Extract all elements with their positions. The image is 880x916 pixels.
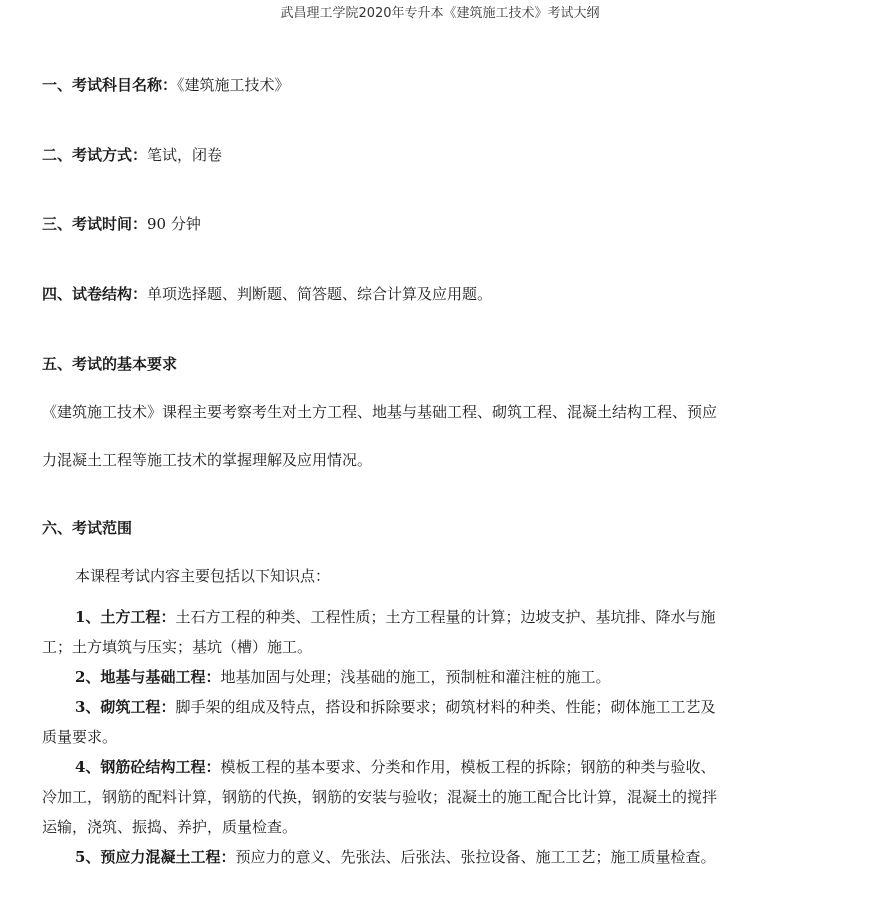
scope-item-reinforced-concrete xyxy=(75,756,715,778)
scope-intro: 本课程考试内容主要包括以下知识点： xyxy=(75,567,331,585)
item-continuation-line: 运输，浇筑、振捣、养护，质量检查。 xyxy=(42,818,298,836)
item-label: 1、土方工程： xyxy=(75,608,176,626)
scope-item-masonry xyxy=(75,696,715,718)
section-heading: 四、试卷结构： xyxy=(42,285,148,303)
section-text: 《建筑施工技术》 xyxy=(177,76,290,94)
section-subject-name xyxy=(42,74,290,96)
scope-item-prestressed-concrete xyxy=(75,846,715,868)
section-text: 笔试，闭卷 xyxy=(147,146,223,164)
item-continuation-line: 质量要求。 xyxy=(42,728,118,746)
paragraph-line: 力混凝土工程等施工技术的掌握理解及应用情况。 xyxy=(42,451,373,469)
page-title: 武昌理工学院2020年专升本《建筑施工技术》考试大纲 xyxy=(280,6,600,21)
item-label: 5、预应力混凝土工程： xyxy=(75,848,236,866)
section-exam-time xyxy=(42,213,201,235)
section-text: 90 分钟 xyxy=(147,215,201,233)
item-continuation-line: 冷加工，钢筋的配料计算，钢筋的代换，钢筋的安装与验收；混凝土的施工配合比计算，混凝土的搅拌 xyxy=(42,788,718,806)
section-exam-method xyxy=(42,144,222,166)
item-continuation-line: 工；土方填筑与压实；基坑（槽）施工。 xyxy=(42,638,313,656)
section-exam-scope-heading: 六、考试范围 xyxy=(42,519,133,537)
section-text: 单项选择题、判断题、简答题、综合计算及应用题。 xyxy=(147,285,493,303)
section-heading: 三、考试时间： xyxy=(42,215,148,233)
section-heading: 一、考试科目名称： xyxy=(42,76,178,94)
scope-item-earthwork xyxy=(75,606,715,628)
section-basic-requirements-heading: 五、考试的基本要求 xyxy=(42,355,178,373)
paragraph-line: 《建筑施工技术》课程主要考察考生对土方工程、地基与基础工程、砌筑工程、混凝土结构工程、预应 xyxy=(42,403,718,421)
scope-item-foundation xyxy=(75,666,610,688)
item-text: 地基加固与处理；浅基础的施工，预制桩和灌注桩的施工。 xyxy=(220,668,611,686)
item-text: 模板工程的基本要求、分类和作用，模板工程的拆除；钢筋的种类与验收、 xyxy=(220,758,716,776)
item-label: 3、砌筑工程： xyxy=(75,698,176,716)
item-text: 土石方工程的种类、工程性质；土方工程量的计算；边坡支护、基坑排、降水与施 xyxy=(175,608,716,626)
section-heading: 二、考试方式： xyxy=(42,146,148,164)
item-label: 2、地基与基础工程： xyxy=(75,668,221,686)
item-label: 4、钢筋砼结构工程： xyxy=(75,758,221,776)
item-text: 预应力的意义、先张法、后张法、张拉设备、施工工艺；施工质量检查。 xyxy=(235,848,716,866)
section-paper-structure xyxy=(42,283,492,305)
item-text: 脚手架的组成及特点，搭设和拆除要求；砌筑材料的种类、性能；砌体施工工艺及 xyxy=(175,698,716,716)
